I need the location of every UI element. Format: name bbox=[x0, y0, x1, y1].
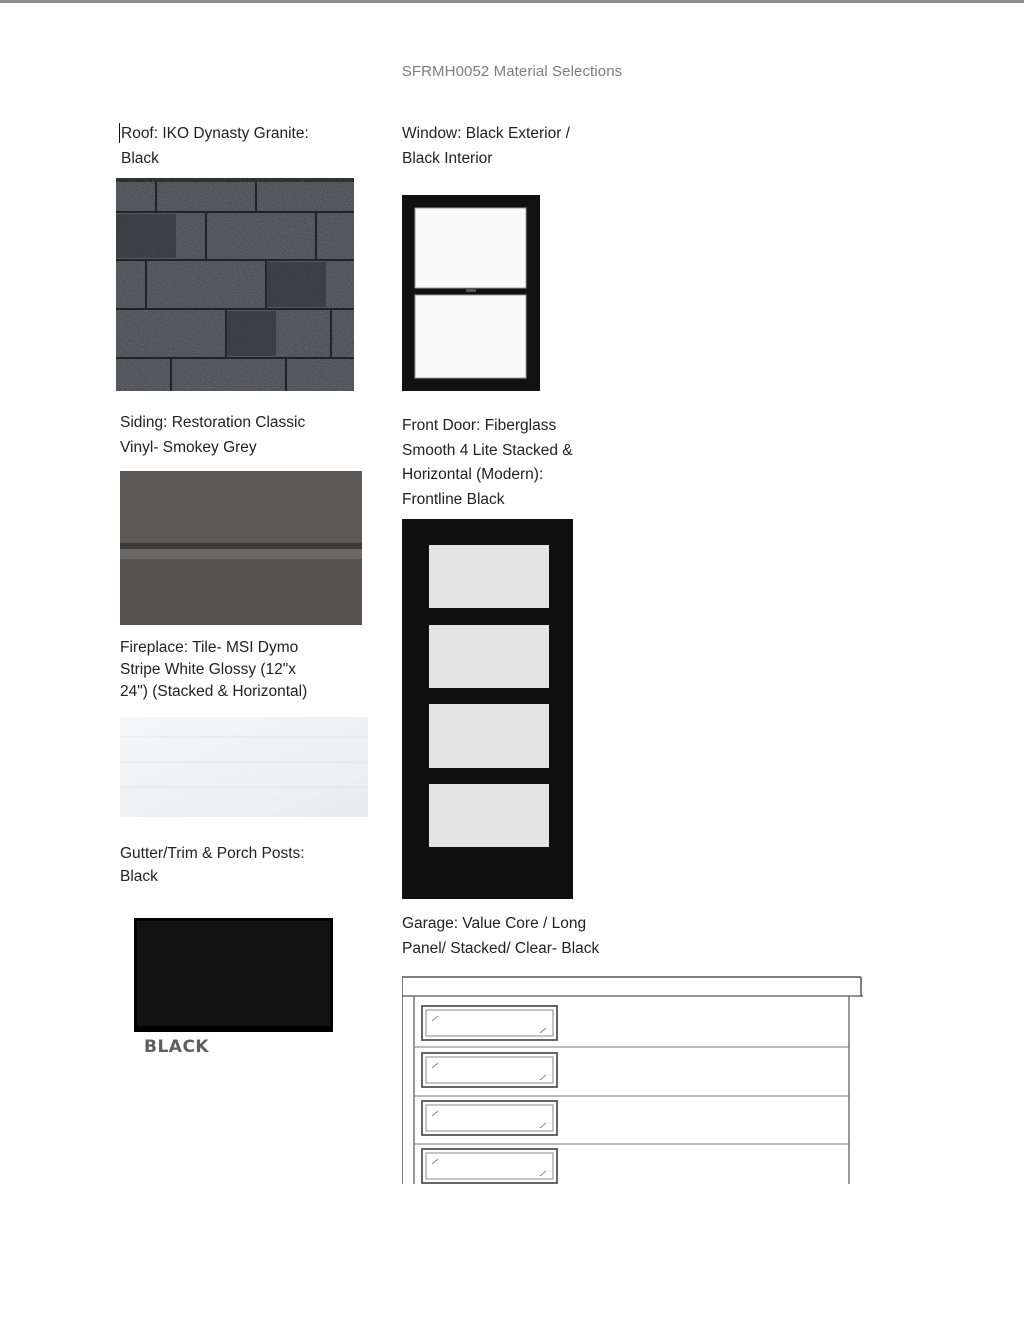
siding-image bbox=[120, 471, 362, 625]
roof-shingle-image bbox=[116, 178, 354, 391]
front-door-swatch bbox=[402, 519, 573, 899]
garage-door-swatch bbox=[402, 976, 863, 1184]
garage-label: Garage: Value Core / Long Panel/ Stacked/ Clear- Black bbox=[402, 915, 600, 957]
front-door-image bbox=[402, 519, 573, 899]
page-title: SFRMH0052 Material Selections bbox=[401, 63, 623, 80]
text-cursor bbox=[119, 123, 120, 143]
gutter-black-swatch bbox=[134, 918, 333, 1032]
front-door-label: Front Door: Fiberglass Smooth 4 Lite Stacked & Horizontal (Modern): Frontline Black bbox=[402, 417, 573, 508]
roof-shingle-swatch bbox=[116, 178, 354, 391]
garage-door-image bbox=[402, 976, 863, 1184]
window-label: Window: Black Exterior / Black Interior bbox=[402, 125, 570, 167]
fireplace-tile-image bbox=[120, 717, 368, 817]
window-swatch bbox=[402, 195, 540, 391]
siding-swatch bbox=[120, 471, 362, 625]
roof-label: Roof: IKO Dynasty Granite: Black bbox=[121, 125, 309, 167]
siding-label: Siding: Restoration Classic Vinyl- Smokey Grey bbox=[120, 414, 306, 456]
fireplace-label: Fireplace: Tile- MSI Dymo Stripe White Glossy (12"x 24") (Stacked & Horizontal) bbox=[120, 639, 308, 700]
gutter-swatch-caption: BLACK bbox=[144, 1037, 210, 1057]
gutter-label: Gutter/Trim & Porch Posts: Black bbox=[120, 845, 305, 885]
fireplace-tile-swatch bbox=[120, 717, 368, 817]
page-top-border bbox=[0, 0, 1024, 3]
gutter-black-image bbox=[134, 918, 333, 1032]
window-image bbox=[402, 195, 540, 391]
